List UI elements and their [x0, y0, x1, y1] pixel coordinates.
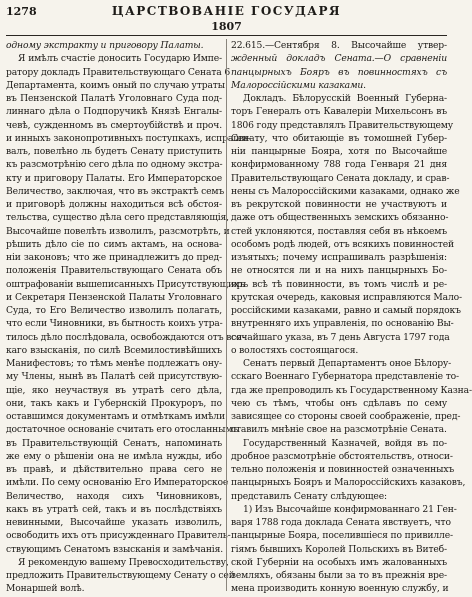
text-line: они, такъ какъ и Губернскій Прокуроръ, по	[6, 397, 222, 409]
text-line: зависящее со стороны своей соображеніе, пред-	[231, 411, 461, 422]
text-line: ставилъ мнѣніе свое на разсмотрѣніе Сената.	[231, 424, 447, 436]
right-column	[231, 39, 472, 596]
text-line: конфирмованному 788 года Генваря 21 дня	[231, 159, 447, 171]
text-line: сскаго Военнаго Губернатора представленіе то-	[231, 371, 459, 383]
text-line: гда же препроводилъ къ Государственному Казна-	[231, 384, 472, 396]
text-line: рѣшить дѣло сіе по симъ актамъ, на основа-	[6, 238, 222, 250]
text-line: кту и приговору Палаты. Его Императорское	[6, 172, 222, 184]
text-line: въ правѣ, и дѣйствительно права сего не	[6, 464, 222, 475]
text-line: даже отъ общественныхъ земскихъ обязанно-	[231, 212, 449, 224]
text-line: предложить Правительствующему Сенату о сей	[6, 570, 235, 581]
text-line: торъ Генералъ отъ Кавалеріи Михельсонъ въ	[231, 106, 447, 118]
text-line: стей уклоняются, поставляя себя въ нѣкоемъ	[231, 225, 447, 237]
text-line: Монаршей волѣ.	[6, 583, 85, 595]
text-line: же ему о рѣшеніи она не имѣла нужды, ибо	[6, 450, 222, 462]
text-line: и Секретаря Пензенской Палаты Уголовнаго	[6, 291, 222, 303]
text-line: 1806 году представлялъ Правительствующему	[231, 119, 454, 131]
text-line: Правительствующаго Сената докладу, и срав-	[231, 172, 450, 184]
text-line: о волостяхъ состоящагося.	[231, 344, 359, 356]
text-line: въ Правительствующій Сенатъ, напоминать	[6, 437, 222, 449]
text-line: невинными, Высочайше указать изволилъ,	[6, 517, 222, 528]
text-line: имѣли. По сему основанію Его Императорское	[6, 477, 229, 489]
text-line: какъ въ утратѣ сей, такъ и въ послѣдствіяхъ	[6, 503, 222, 515]
text-line: освободить ихъ отъ присужденнаго Правитель-	[6, 530, 231, 542]
text-line: 1) Изъ Высочайше конфирмованнаго 21 Ген-	[243, 503, 457, 515]
text-line: тельно положенія и повинностей означенныхъ	[231, 464, 455, 475]
text-line: и приговорѣ должны находиться всѣ обстоя-	[6, 199, 222, 210]
text-line: гіямъ бывшихъ Королей Польскихъ въ Витеб-	[231, 543, 447, 555]
text-line: Суда, то Его Величество изволилъ полагать,	[6, 305, 222, 316]
text-line: внутренняго ихъ управленія, по основанію Вы-	[231, 318, 454, 330]
text-line: Сенатъ первый Департаментъ оное Бѣлору-	[243, 358, 452, 369]
text-line: тельства, существо дѣла сего представляющія,	[6, 212, 229, 224]
text-line: ніи панцырные Бояра, хотя по Высочайше	[231, 146, 447, 157]
text-line: одному экстракту и приговору Палаты.	[6, 40, 204, 51]
text-line: къ разсмотрѣнію сего дѣла по одному экстра-	[6, 159, 223, 171]
text-line: панцырныхъ Бояръ и Малороссійскихъ казаковъ,	[231, 477, 466, 489]
text-line: Я рекомендую вашему Превосходительству,	[18, 556, 229, 568]
text-line: особомъ родѣ людей, отъ всякихъ повинностей	[231, 238, 454, 250]
text-line: мена производить конную военную службу, и	[231, 583, 449, 595]
text-line: Высочайше повелѣть изволилъ, разсмотрѣть, и	[6, 225, 230, 237]
text-line: въ Пензенской Палатѣ Уголовнаго Суда под-	[6, 93, 222, 104]
text-line: чевѣ, сужденномъ въ смертоубійствѣ и проч.	[6, 119, 222, 131]
text-line: представилъ Сенату слѣдующее:	[231, 490, 387, 502]
text-line: нены съ Малороссійскими казаками, однако же	[231, 185, 460, 197]
text-line: панцырные Бояра, поселившіеся по привилле-	[231, 530, 453, 542]
text-line: Государственный Казначей, войдя въ по-	[243, 437, 447, 449]
text-line: ніи законовъ; что же принадлежитъ до пред-	[6, 252, 222, 263]
text-line: оставшимся документамъ и отмѣткамъ имѣли	[6, 411, 225, 422]
text-line: яръ всѣ тѣ повинности, въ томъ числѣ и ре-	[231, 278, 447, 290]
text-line: жденный докладъ Сената.—О сравненіи	[231, 53, 447, 65]
text-line: не относятся ли и на нихъ панцырныхъ Бо-	[231, 265, 447, 277]
page-number: 1278	[6, 5, 37, 18]
text-line: Сенату, что обитающіе въ томошней Губер-	[231, 132, 447, 144]
text-line: чею съ тѣмъ, чтобы онъ сдѣлавъ по сему	[231, 397, 447, 409]
text-line: тилось дѣло послѣдовала, освобождаются отъ вся-	[6, 331, 245, 343]
text-line: достаточное основаніе считать его отосланнымъ	[6, 424, 239, 436]
text-line: варя 1788 года доклада Сената явствуетъ, что	[231, 517, 451, 528]
text-line: ской Губерніи на особыхъ имъ жалованныхъ	[231, 556, 447, 568]
text-line: му Члены, нынѣ въ Палатѣ сей присутствую-	[6, 371, 222, 383]
text-line: панцырныхъ Бояръ въ повинностяхъ съ	[231, 66, 447, 78]
text-line: что если Чиновники, въ бытность коихъ утра-	[6, 318, 223, 330]
text-line: Величество, находя сихъ Чиновниковъ,	[6, 490, 222, 502]
text-line: Манифестовъ; то тѣмъ менѣе подлежатъ ону-	[6, 358, 222, 369]
text-line: линнаго дѣла о Подпоручикѣ Князѣ Енгалы-	[6, 106, 222, 118]
text-line: россійскими казаками, равно и самый порядокъ	[231, 305, 461, 316]
text-line: каго взысканія, по силѣ Всемилостивѣйшихъ	[6, 344, 222, 356]
header-rule	[6, 35, 447, 36]
text-line: ратору докладъ Правительствующаго Сената 6	[6, 66, 231, 78]
text-line: положенія Правительствующаго Сената объ	[6, 265, 222, 277]
text-line: ствующимъ Сенатомъ взысканія и замѣчанія.	[6, 543, 224, 555]
text-line: оштрафованіи вышеписанныхъ Присутствующихъ	[6, 278, 245, 290]
text-line: Департамента, коимъ оный по случаю утраты	[6, 79, 225, 91]
text-line: Докладъ. Бѣлорусскій Военный Губерна-	[243, 93, 447, 104]
text-line: сочайшаго указа, въ 7 день Августа 1797 года	[231, 331, 450, 343]
text-line: въ рекрутской повинности не участвуютъ и	[231, 199, 447, 210]
text-line: земляхъ, обязаны были за то въ прежнія вре-	[231, 570, 447, 581]
running-title: ЦАРСТВОВАНІЕ ГОСУДАРЯ	[111, 4, 342, 18]
year-heading: 1807	[211, 20, 242, 33]
text-line: Величество, заключая, что въ экстрактѣ семъ	[6, 185, 225, 197]
text-line: 22.615.—Сентября 8. Высочайше утвер-	[231, 40, 447, 51]
text-line: щіе, яко неучаствуя въ утратѣ сего дѣла,	[6, 384, 222, 396]
text-line: дробное разсмотрѣніе обстоятельствъ, относи-	[231, 450, 453, 462]
text-line: изъятыхъ; почему испрашивалъ разрѣшенія:	[231, 252, 447, 263]
text-line: крутская очередь, каковыя исправляются Мало-	[231, 291, 463, 303]
column-divider	[226, 39, 227, 591]
text-line: Я имѣлъ счастіе доносить Государю Импе-	[18, 53, 222, 65]
left-column	[6, 39, 251, 596]
text-line: валъ, повелѣно ль будетъ Сенату приступить	[6, 146, 222, 157]
text-line: Малороссійскими казаками.	[231, 79, 366, 91]
text-line: и инныхъ законопротивныхъ поступкахъ, испраши-	[6, 132, 251, 144]
